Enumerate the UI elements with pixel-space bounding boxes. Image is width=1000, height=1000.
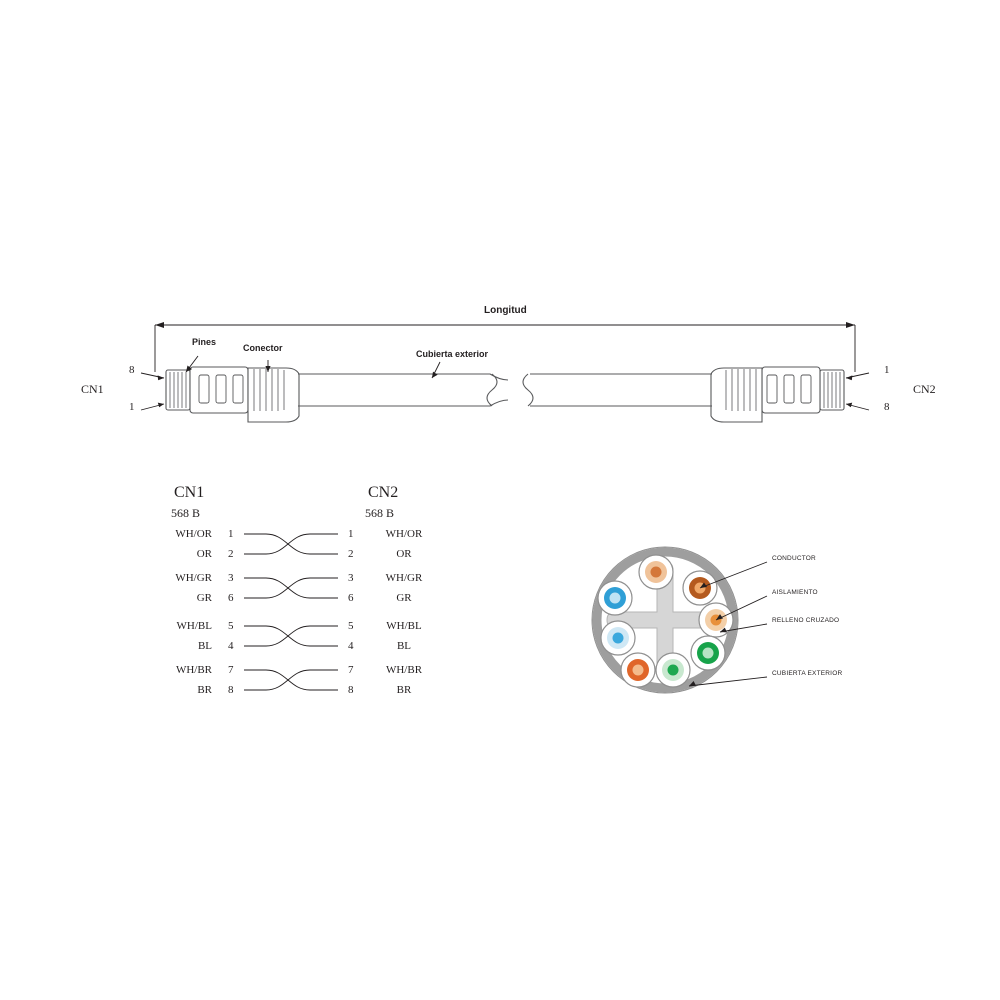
pinout-right-color: BR: [396, 684, 412, 696]
pinout-cn1-header: CN1: [174, 484, 205, 501]
pinout-left-pin: 5: [228, 620, 234, 632]
label-cn1-connector: CN1: [81, 382, 104, 396]
label-right-pin-8: 8: [884, 401, 890, 413]
pinout-left-color: BR: [197, 684, 212, 696]
pinout-right-color: WH/BL: [386, 620, 422, 632]
pinout-right-color: WH/BR: [385, 664, 423, 676]
pinout-cn2-header: CN2: [368, 484, 399, 501]
callout-aislamiento: AISLAMIENTO: [772, 589, 818, 596]
pinout-right-color: WH/GR: [385, 572, 423, 584]
pair-lines: [140, 485, 480, 705]
pinout-left-color: WH/GR: [175, 572, 212, 584]
right-connector-graphic: [523, 367, 844, 422]
pinout-left-color: BL: [197, 640, 212, 652]
pinout-right-pin: 1: [348, 528, 354, 540]
pinout-left-color: WH/BR: [175, 664, 212, 676]
pinout-right-pin: 7: [348, 664, 354, 676]
label-cubierta-exterior: Cubierta exterior: [416, 349, 489, 359]
cable-illustration: [0, 0, 1000, 460]
pinout-left-pin: 2: [228, 548, 234, 560]
label-pines: Pines: [192, 337, 217, 347]
pinout-left-color: GR: [196, 592, 212, 604]
pinout-left-pin: 8: [228, 684, 234, 696]
callout-relleno-cruzado: RELLENO CRUZADO: [772, 617, 840, 624]
label-conector: Conector: [243, 343, 283, 353]
pinout-left-pin: 7: [228, 664, 234, 676]
pinout-right-pin: 3: [348, 572, 354, 584]
label-left-pin-8: 8: [129, 364, 135, 376]
pinout-right-pin: 8: [348, 684, 354, 696]
label-cn2-connector: CN2: [913, 382, 936, 396]
pinout-right-pin: 6: [348, 592, 354, 604]
pinout-left-pin: 6: [228, 592, 234, 604]
pinout-left-pin: 4: [228, 640, 234, 652]
callout-conductor: CONDUCTOR: [772, 555, 816, 562]
cable-cross-section: [560, 520, 920, 720]
pinout-left-color: OR: [196, 548, 212, 560]
pinout-right-pin: 4: [348, 640, 354, 652]
pinout-left-color: WH/OR: [175, 528, 212, 540]
pinout-right-color: WH/OR: [385, 528, 423, 540]
label-left-pin-1: 1: [129, 401, 135, 413]
pinout-right-pin: 5: [348, 620, 354, 632]
pinout-right-color: OR: [396, 548, 412, 560]
pinout-cn2-standard: 568 B: [365, 506, 395, 520]
pinout-table: [140, 484, 480, 696]
pinout-right-pin: 2: [348, 548, 354, 560]
pinout-left-color: WH/BL: [176, 620, 212, 632]
label-longitud: Longitud: [484, 305, 527, 316]
pinout-left-pin: 1: [228, 528, 234, 540]
pinout-cn1-standard: 568 B: [171, 506, 201, 520]
label-right-pin-1: 1: [884, 364, 890, 376]
pinout-right-color: GR: [396, 592, 412, 604]
pinout-right-color: BL: [396, 640, 412, 652]
pinout-left-pin: 3: [228, 572, 234, 584]
left-connector-graphic: [166, 367, 508, 422]
callout-cubierta-exterior: CUBIERTA EXTERIOR: [772, 670, 843, 677]
